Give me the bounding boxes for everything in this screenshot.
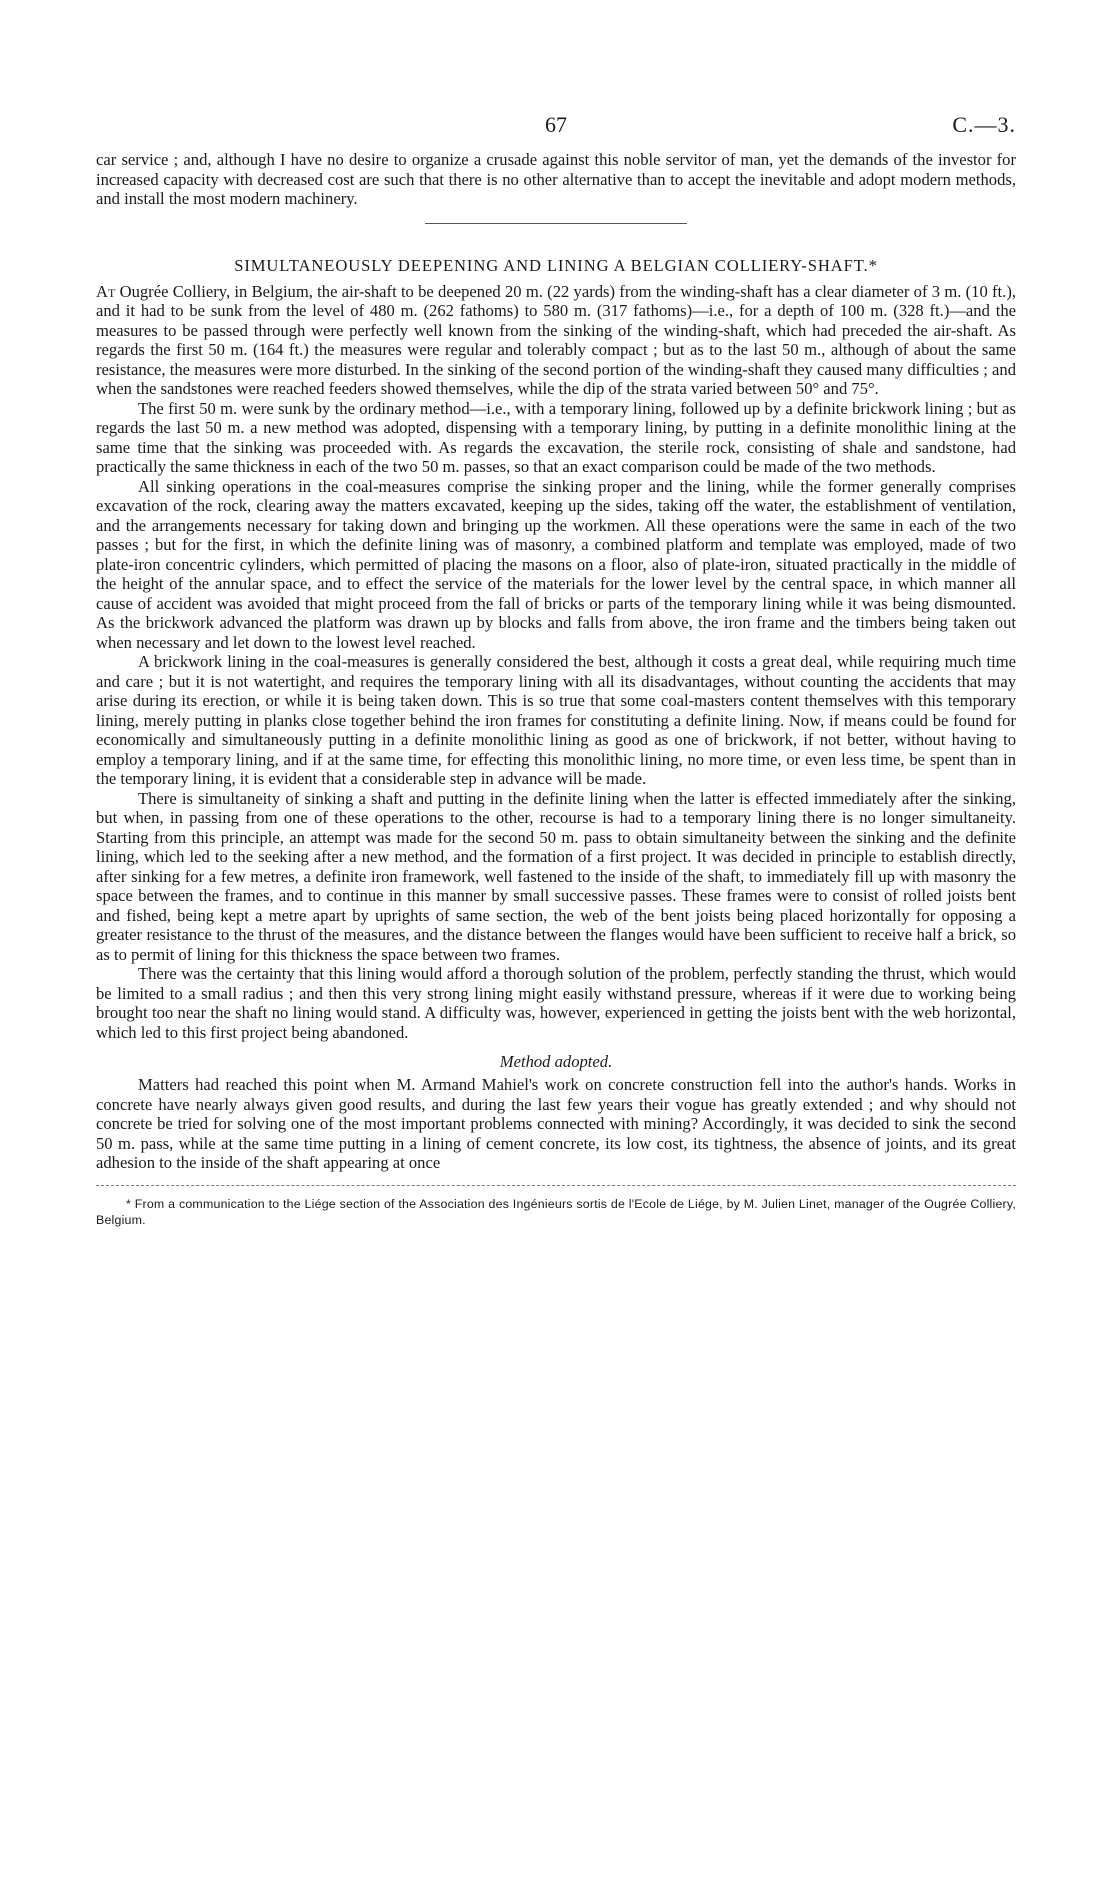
page-header	[96, 112, 1016, 142]
subheading-method-adopted: Method adopted.	[499, 1052, 613, 1071]
document-page	[96, 112, 1016, 1228]
footnote-divider	[96, 1185, 1016, 1186]
intro-paragraph: car service ; and, although I have no desire to organize a crusade against this noble servitor of man, yet the demands of the investor for increased capacity with decreased cost are such that there is no other alternative than to accept the inevitable and adopt modern methods, and install the most modern machinery.	[96, 150, 1016, 208]
article-title: SIMULTANEOUSLY DEEPENING AND LINING A BELGIAN COLLIERY-SHAFT.*	[234, 255, 878, 275]
article-paragraph-5: There is simultaneity of sinking a shaft and putting in the definite lining when the latter is effected immediately after the sinking, but when, in passing from one of these operations to the other, recourse is had to a temporary lining there is no longer simultaneity. Starting from this principle, an attempt was made for the second 50 m. pass to obtain simultaneity between the sinking and the definite lining, which led to the seeking after a new method, and the formation of a first project. It was decided in principle to establish directly, after sinking for a few metres, a definite iron framework, well fastened to the inside of the shaft, to immediately fill up with masonry the space between the frames, and to continue in this manner by small successive passes. These frames were to consist of rolled joists bent and fished, being kept a metre apart by uprights of same section, the web of the bent joists being placed horizontally for opposing a greater resistance to the thrust of the measures, and the distance between the flanges would have been sufficient to receive half a brick, so as to permit of lining for this thickness the space between two frames.	[96, 788, 1016, 964]
document-reference: C.—3.	[952, 112, 1016, 137]
article-paragraph-1-text: Ougrée Colliery, in Belgium, the air-shaft to be deepened 20 m. (22 yards) from the winding-shaft has a clear diameter of 3 m. (10 ft.), and it had to be sunk from the level of 480 m. (262 fathoms) to 580 m. (317 fathoms)—i.e., for a depth of 100 m. (328 ft.)—and the measures to be passed through were perfectly well known from the sinking of the winding-shaft, which had preceded the air-shaft. As regards the first 50 m. (164 ft.) the measures were regular and tolerably compact ; but as to the last 50 m., although of about the same resistance, the measures were more disturbed. In the sinking of the second portion of the winding-shaft they caused many difficulties ; and when the sandstones were reached feeders showed themselves, while the dip of the strata varied between 50° and 75°.	[96, 281, 1016, 398]
article-paragraph-3: All sinking operations in the coal-measures comprise the sinking proper and the lining, while the former generally comprises excavation of the rock, clearing away the matters excavated, keeping up the sides, taking off the water, the establishment of ventilation, and the arrangements necessary for taking down and bringing up the workmen. All these operations were the same in each of the two passes ; but for the first, in which the definite lining was of masonry, a combined platform and template was employed, made of two plate-iron concentric cylinders, which permitted of placing the masons on a floor, also of plate-iron, situated practically in the middle of the height of the annular space, and to effect the service of the materials for the lower level by the central space, in which manner all cause of accident was avoided that might proceed from the fall of bricks or parts of the temporary lining while it was being dismounted. As the brickwork advanced the platform was drawn up by blocks and falls from above, the iron frame and the timbers being taken out when necessary and let down to the lowest level reached.	[96, 476, 1016, 652]
page-number: 67	[545, 112, 567, 137]
article-paragraph-1	[96, 282, 1016, 399]
lead-word: At	[96, 281, 116, 301]
footnote: * From a communication to the Liége section of the Association des Ingénieurs sortis de l'Ecole de Liége, by M. Julien Linet, manager of the Ougrée Colliery, Belgium.	[96, 1196, 1016, 1227]
article-paragraph-6: There was the certainty that this lining would afford a thorough solution of the problem, perfectly standing the thrust, which would be limited to a small radius ; and then this very strong lining might easily withstand pressure, whereas if it were due to working being brought too near the shaft no lining would stand. A difficulty was, however, experienced in getting the joists bent with the web horizontal, which led to this first project being abandoned.	[96, 964, 1016, 1042]
section-divider	[425, 223, 687, 224]
article-paragraph-2: The first 50 m. were sunk by the ordinary method—i.e., with a temporary lining, followed up by a definite brickwork lining ; but as regards the last 50 m. a new method was adopted, dispensing with a temporary lining, by putting in a definite monolithic lining at the same time that the sinking was proceeded with. As regards the excavation, the sterile rock, consisting of shale and sandstone, had practically the same thickness in each of the two 50 m. passes, so that an exact comparison could be made of the two methods.	[96, 398, 1016, 476]
closing-paragraph: Matters had reached this point when M. Armand Mahiel's work on concrete construction fell into the author's hands. Works in concrete have nearly always given good results, and during the last few years their vogue has greatly extended ; and why should not concrete be tried for solving one of the most important problems connected with mining? Accordingly, it was decided to sink the second 50 m. pass, while at the same time putting in a lining of cement concrete, its low cost, its tightness, the absence of joints, and its great adhesion to the inside of the shaft appearing at once	[96, 1075, 1016, 1172]
article-paragraph-4: A brickwork lining in the coal-measures is generally considered the best, although it costs a great deal, while requiring much time and care ; but it is not watertight, and requires the temporary lining with all its disadvantages, without counting the accidents that may arise during its erection, or while it is being taken down. This is so true that some coal-masters content themselves with this temporary lining, merely putting in planks close together behind the iron frames for constituting a definite lining. Now, if means could be found for economically and simultaneously putting in a definite monolithic lining as good as one of brickwork, if not better, without having to employ a temporary lining, and if at the same time, for effecting this monolithic lining, no more time, or even less time, be spent than in the temporary lining, it is evident that a considerable step in advance will be made.	[96, 652, 1016, 788]
